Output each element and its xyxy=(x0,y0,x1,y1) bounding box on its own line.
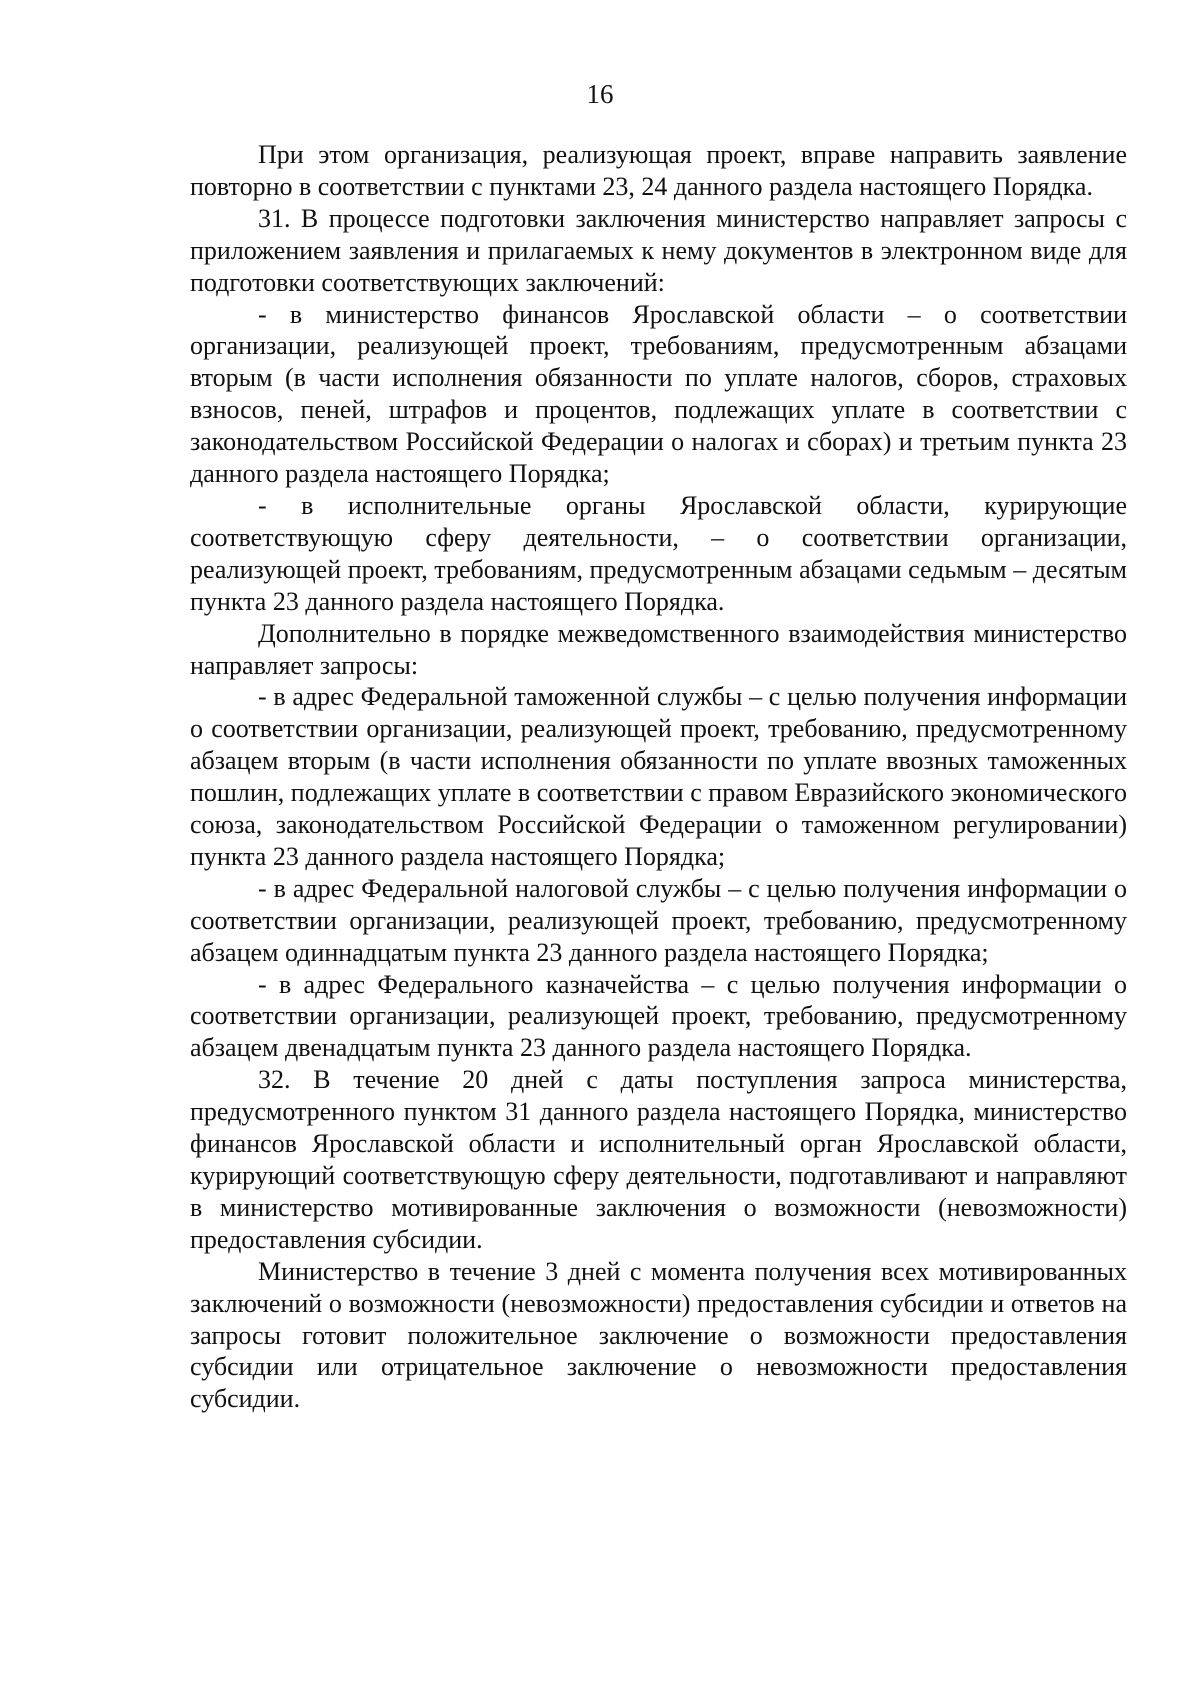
list-item-tax-service: - в адрес Федеральной налоговой службы – с целью получения информации о соответствии организации, реализующей проект, требованию, предусмотренному абзацем одиннадцатым пункта 23 данного раздела настоящего Порядка; xyxy=(190,873,1127,967)
paragraph-resubmission: При этом организация, реализующая проект, вправе направить заявление повторно в соответствии с пунктами 23, 24 данного раздела настоящего Порядка. xyxy=(190,140,1127,201)
paragraph-31-intro: 31. В процессе подготовки заключения министерство направляет запросы с приложением заявления и прилагаемых к нему документов в электронном виде для подготовки соответствующих заключений: xyxy=(190,203,1127,297)
page-number: 16 xyxy=(586,79,614,109)
paragraph-ministry-conclusion: Министерство в течение 3 дней с момента получения всех мотивированных заключений о возможности (невозможности) предоставления субсидии и ответов на запросы готовит положительное заключение о возможности предоставления субсидии или отрицательное заключение о невозможности предоставления субсидии. xyxy=(190,1256,1127,1414)
paragraph-32: 32. В течение 20 дней с даты поступления запроса министерства, предусмотренного пунктом 31 данного раздела настоящего Порядка, министерство финансов Ярославской области и исполнительный орган Ярославской области, курирующий соответствующую сферу деятельности, подготавливают и направляют в министерство мотивированные заключения о возможности (невозможности) предоставления субсидии. xyxy=(190,1065,1127,1254)
document-body xyxy=(190,139,1127,1415)
list-item-executive-bodies: - в исполнительные органы Ярославской области, курирующие соответствующую сферу деятельности, – о соответствии организации, реализующей проект, требованиям, предусмотренным абзацами седьмым – десятым пункта 23 данного раздела настоящего Порядка. xyxy=(190,490,1127,616)
list-item-customs-service: - в адрес Федеральной таможенной службы – с целью получения информации о соответствии организации, реализующей проект, требованию, предусмотренному абзацем вторым (в части исполнения обязанности по уплате ввозных таможенных пошлин, подлежащих уплате в соответствии с правом Евразийского экономического союза, законодательством Российской Федерации о таможенном регулировании) пункта 23 данного раздела настоящего Порядка; xyxy=(190,682,1127,871)
list-item-ministry-finance: - в министерство финансов Ярославской области – о соответствии организации, реализующей проект, требованиям, предусмотренным абзацами вторым (в части исполнения обязанности по уплате налогов, сборов, страховых взносов, пеней, штрафов и процентов, подлежащих уплате в соответствии с законодательством Российской Федерации о налогах и сборах) и третьим пункта 23 данного раздела настоящего Порядка; xyxy=(190,299,1127,489)
paragraph-interagency-intro: Дополнительно в порядке межведомственного взаимодействия министерство направляет запросы: xyxy=(190,618,1127,680)
list-item-treasury: - в адрес Федерального казначейства – с целью получения информации о соответствии организации, реализующей проект, требованию, предусмотренному абзацем двенадцатым пункта 23 данного раздела настоящего Порядка. xyxy=(190,969,1127,1063)
